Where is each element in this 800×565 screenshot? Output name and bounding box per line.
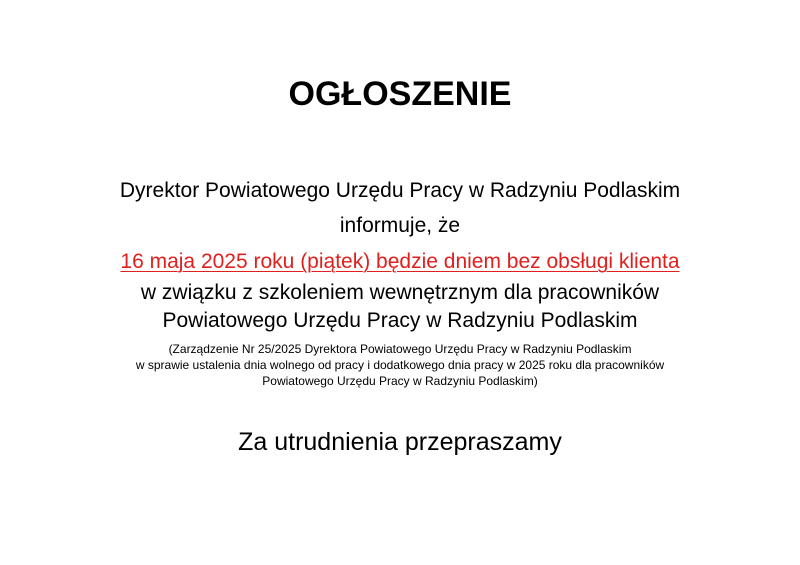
announcement-title: OGŁOSZENIE bbox=[288, 75, 512, 113]
director-line: Dyrektor Powiatowego Urzędu Pracy w Radzyniu Podlaskim bbox=[119, 179, 681, 202]
apology-line: Za utrudnienia przepraszamy bbox=[238, 428, 562, 456]
office-name-line: Powiatowego Urzędu Pracy w Radzyniu Podlaskim bbox=[162, 309, 638, 332]
regulation-note-line-1: (Zarządzenie Nr 25/2025 Dyrektora Powiatowego Urzędu Pracy w Radzyniu Podlaskim bbox=[168, 342, 632, 356]
regulation-note-line-3: Powiatowego Urzędu Pracy w Radzyniu Podlaskim) bbox=[262, 374, 538, 388]
closure-date-line: 16 maja 2025 roku (piątek) będzie dniem bez obsługi klienta bbox=[120, 250, 680, 273]
informs-line: informuje, że bbox=[339, 214, 461, 237]
reason-line: w związku z szkoleniem wewnętrznym dla pracowników bbox=[140, 281, 660, 304]
regulation-note-line-2: w sprawie ustalenia dnia wolnego od pracy i dodatkowego dnia pracy w 2025 roku dla pracowników bbox=[135, 358, 665, 372]
